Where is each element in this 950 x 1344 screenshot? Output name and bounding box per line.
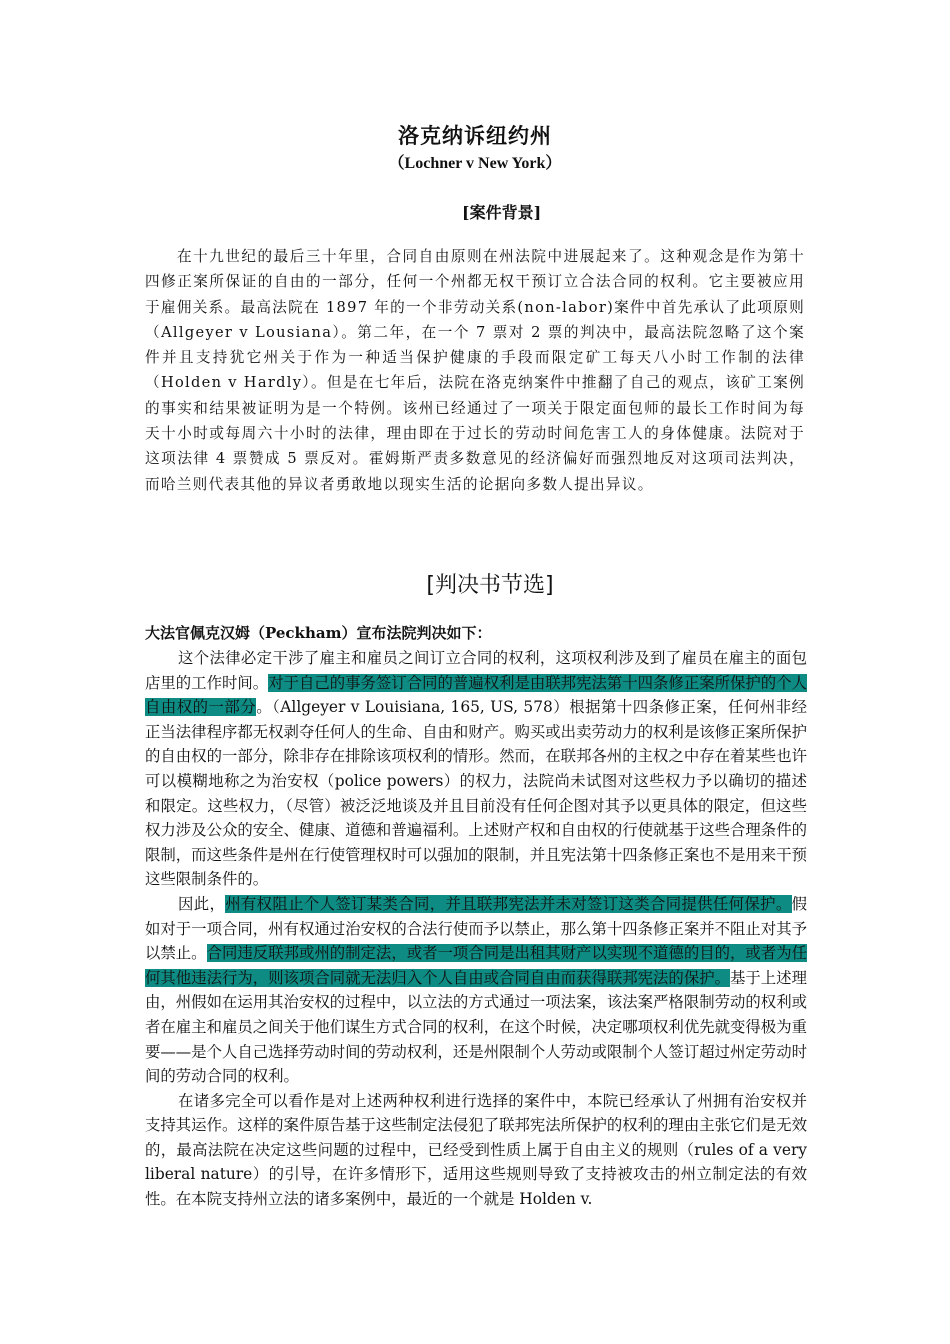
document-title: 洛克纳诉纽约州	[398, 123, 552, 148]
background-paragraph: 在十九世纪的最后三十年里，合同自由原则在州法院中进展起来了。这种观念是作为第十四修正案所保证的自由的一部分，任何一个州都无权干预订立合法合同的权利。它主要被应用于雇佣关系。最高法院在 1897 年的一个非劳动关系(non-labor)案件中首先承认了此项原则（Allgeyer v Lousiana）。第二年，在一个 7 票对 2 票的判决中，最高法院忽略了这个案件并且支持犹它州关于作为一种适当保护健康的手段而限定矿工每天八小时工作制的法律（Holden v Hardly）。但是在七年后，法院在洛克纳案件中推翻了自己的观点，该矿工案例的事实和结果被证明为是一个特例。该州已经通过了一项关于限定面包师的最长工作时间为每天十小时或每周六十小时的法律，理由即在于过长的劳动时间危害工人的身体健康。法院对于这项法律 4 票赞成 5 票反对。霍姆斯严责多数意见的经济偏好而强烈地反对这项司法判决，而哈兰则代表其他的异议者勇敢地以现实生活的论据向多数人提出异议。	[145, 248, 805, 493]
p2-highlight-1: 州有权阻止个人签订某类合同，并且联邦宪法并未对签订这类合同提供任何保护。	[225, 894, 792, 913]
p2-text-a: 因此，	[178, 894, 226, 913]
p2-highlight-2: 合同违反联邦或州的制定法，或者一项合同是出租其财产以实现不道德的目的，或者为任何其他违法行为，则该项合同就无法归入个人自由或合同自由而获得联邦宪法的保护。	[145, 944, 807, 987]
opinion-text	[145, 646, 807, 1212]
p1-text-b: 。（Allgeyer v Louisiana, 165, US, 578）根据第十四条修正案，任何州非经正当法律程序都无权剥夺任何人的生命、自由和财产。购买或出卖劳动力的权利是该修正案所保护的自由权的一部分，除非存在排除该项权利的情形。然而，在联邦各州的主权之中存在着某些也许可以模糊地称之为治安权（police powers）的权力，法院尚未试图对这些权力予以确切的描述和限定。这些权力，（尽管）被泛泛地谈及并且目前没有任何企图对其予以更具体的限定，但这些权力涉及公众的安全、健康、道德和普遍福利。上述财产权和自由权的行使就基于这些合理条件的限制，而这些条件是州在行使管理权时可以强加的限制，并且宪法第十四条修正案也不是用来干预这些限制条件的。	[145, 698, 807, 889]
p1-highlight: 对于自己的事务签订合同的普遍权利是由联邦宪法第十四条修正案所保护的个人自由权的一部分	[145, 673, 807, 717]
p2-text-c: 基于上述理由，州假如在运用其治安权的过程中，以立法的方式通过一项法案，该法案严格限制劳动的权利或者在雇主和雇员之间关于他们谋生方式合同的权利，在这个时候，决定哪项权利优先就变得极为重要——是个人自己选择劳动时间的劳动权利，还是州限制个人劳动或限制个人签订超过州定劳动时间的劳动合同的权利。	[145, 968, 807, 1086]
opinion-paragraph-3: 在诸多完全可以看作是对上述两种权利进行选择的案件中，本院已经承认了州拥有治安权并支持其运作。这样的案件原告基于这些制定法侵犯了联邦宪法所保护的权利的理由主张它们是无效的，最高法院在决定这些问题的过程中，已经受到性质上属于自由主义的规则（rules of a very liberal nature）的引导，在许多情形下，适用这些规则导致了支持被攻击的州立制定法的有效性。在本院支持州立法的诸多案例中，最近的一个就是 Holden v.	[145, 1091, 807, 1209]
opinion-paragraph-2	[145, 892, 807, 1089]
background-heading: [案件背景]	[462, 203, 542, 222]
p1-text-a: 这个法律必定干涉了雇主和雇员之间订立合同的权利，这项权利涉及到了雇员在雇主的面包店里的工作时间。	[145, 649, 807, 692]
excerpt-heading: [判决书节选]	[426, 573, 554, 598]
justice-line: 大法官佩克汉姆（Peckham）宣布法院判决如下：	[145, 624, 492, 642]
document-subtitle: （Lochner v New York）	[388, 155, 562, 172]
p2-text-b: 假如对于一项合同，州有权通过治安权的合法行使而予以禁止，那么第十四条修正案并不阻止对其予以禁止。	[145, 894, 807, 963]
opinion-paragraph-1	[145, 646, 807, 892]
